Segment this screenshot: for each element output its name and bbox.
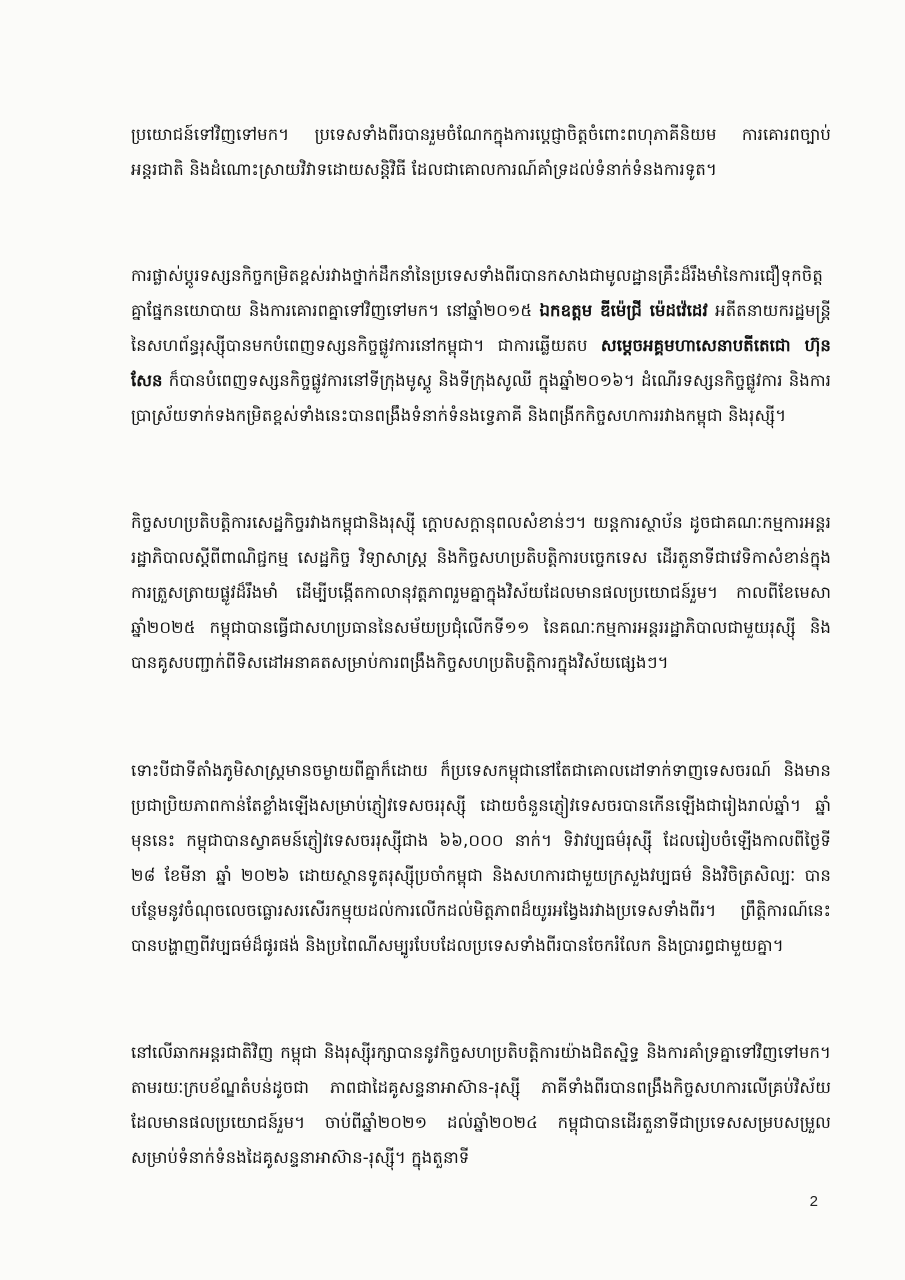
paragraph-2-bold-name-1: ឯកឧត្តម ឌីម៉េជ្រី ម៉េដវ៉េដេវ — [539, 301, 708, 320]
paragraph-5: នៅលើឆាកអន្តរជាតិវិញ កម្ពុជា និងរុស្ស៊ីរក្សាបាននូវកិច្ចសហប្រតិបត្តិការយ៉ាងជិតស្និទ្ធ និងការគាំទ្រគ្នាទៅវិញទៅមក។ តាមរយៈក្របខ័ណ្ឌតំបន់ដូចជា ភាពជាដៃគូសន្ទនាអាស៊ាន-រុស្ស៊ី ភាគីទាំងពីរបានពង្រឹងកិច្ចសហការលើគ្រប់វិស័យដែលមានផលប្រយោជន៍រួម។ ចាប់ពីឆ្នាំ២០២១ ដល់ឆ្នាំ២០២៤ កម្ពុជាបានដើរតួនាទីជាប្រទេសសម្របសម្រួល សម្រាប់ទំនាក់ទំនងដៃគូសន្ទនាអាស៊ាន-រុស្ស៊ី។ ក្នុងតួនាទី — [131, 1043, 831, 1167]
paragraph-2-bold-name-2: សម្តេចអគ្គមហាសេនាបតីតេជោ ហ៊ុន សែន — [131, 336, 831, 390]
paragraph-2-text-2: អតីតនាយករដ្ឋមន្ត្រីនៃសហព័ន្ធរុស្ស៊ីបានមកបំពេញទស្សនកិច្ចផ្លូវការនៅកម្ពុជា។ ជាការឆ្លើយតប — [131, 301, 832, 355]
paragraph-2-text-1: ការផ្លាស់ប្តូរទស្សនកិច្ចកម្រិតខ្ពស់រវាងថ្នាក់ដឹកនាំនៃប្រទេសទាំងពីរបានកសាងជាមូលដ្ឋានគ្រឹះដ៏រឹងមាំនៃការជឿទុកចិត្តគ្នាផ្នែកនយោបាយ និងការគោរពគ្នាទៅវិញទៅមក។ នៅឆ្នាំ២០១៥ — [131, 266, 823, 320]
paragraph-3: កិច្ចសហប្រតិបត្តិការសេដ្ឋកិច្ចរវាងកម្ពុជានិងរុស្ស៊ី ក្តោបសក្តានុពលសំខាន់ៗ។ យន្តការស្ថាប័ន ដូចជាគណៈកម្មការអន្តររដ្ឋាភិបាលស្តីពីពាណិជ្ជកម្ម សេដ្ឋកិច្ច វិទ្យាសាស្ត្រ និងកិច្ចសហប្រតិបត្តិការបច្ចេកទេស ដើរតួនាទីជាវេទិកាសំខាន់ក្នុងការត្រួសត្រាយផ្លូវដ៏រឹងមាំ ដើម្បីបង្កើតកាលានុវត្តភាពរួមគ្នាក្នុងវិស័យដែលមានផលប្រយោជន៍រួម។ កាលពីខែមេសា ឆ្នាំ២០២៥ កម្ពុជាបានធ្វើជាសហប្រធាននៃសម័យប្រជុំលើកទី១១ នៃគណៈកម្មការអន្តររដ្ឋាភិបាលជាមួយរុស្ស៊ី និងបានគូសបញ្ជាក់ពីទិសដៅអនាគតសម្រាប់ការពង្រឹងកិច្ចសហប្រតិបត្តិការក្នុងវិស័យផ្សេងៗ។ — [131, 513, 831, 672]
paragraph-2 — [131, 258, 831, 433]
paragraph-1: ប្រយោជន៍ទៅវិញទៅមក។ ប្រទេសទាំងពីរបានរួមចំណែកក្នុងការប្តេជ្ញាចិត្តចំពោះពហុភាគីនិយម ការគោរពច្បាប់អន្តរជាតិ និងដំណោះស្រាយវិវាទដោយសន្តិវិធី ដែលជាគោលការណ៍គាំទ្រដល់ទំនាក់ទំនងការទូត។ — [131, 125, 831, 179]
page-number: 2 — [809, 1193, 818, 1210]
paragraph-2-text-3: ក៏បានបំពេញទស្សនកិច្ចផ្លូវការនៅទីក្រុងមូស្គូ និងទីក្រុងសូឈី ក្នុងឆ្នាំ២០១៦។ ដំណើរទស្សនកិច្ចផ្លូវការ និងការប្រាស្រ័យទាក់ទងកម្រិតខ្ពស់ទាំងនេះបានពង្រឹងទំនាក់ទំនងទ្វេភាគី និងពង្រីកកិច្ចសហការរវាងកម្ពុជា និងរុស្ស៊ី។ — [131, 371, 831, 425]
paragraph-4: ទោះបីជាទីតាំងភូមិសាស្ត្រមានចម្ងាយពីគ្នាក៏ដោយ ក៏ប្រទេសកម្ពុជានៅតែជាគោលដៅទាក់ទាញទេសចរណ៍ និងមានប្រជាប្រិយភាពកាន់តែខ្លាំងឡើងសម្រាប់ភ្ញៀវទេសចររុស្ស៊ី ដោយចំនួនភ្ញៀវទេសចរបានកើនឡើងជារៀងរាល់ឆ្នាំ។ ឆ្នាំមុននេះ កម្ពុជាបានស្វាគមន៍ភ្ញៀវទេសចររុស្ស៊ីជាង ៦៦,០០០ នាក់។ ទិវាវប្បធម៌រុស្ស៊ី ដែលរៀបចំឡើងកាលពីថ្ងៃទី ២៨ ខែមីនា ឆ្នាំ ២០២៦ ដោយស្ថានទូតរុស្ស៊ីប្រចាំកម្ពុជា និងសហការជាមួយក្រសួងវប្បធម៌ និងវិចិត្រសិល្បៈ បានបន្ថែមនូវចំណុចលេចធ្លោរសរសើរកម្មុយដល់ការលើកដល់មិត្តភាពដ៏យូរអង្វែងរវាងប្រទេសទាំងពីរ។ ព្រឹត្តិការណ៍នេះបានបង្ហាញពីវប្បធម៌ដ៏ផូរផង់ និងប្រពៃណីសម្បូរបែបដែលប្រទេសទាំងពីរបានចែករំលែក និងប្រារព្ធជាមួយគ្នា។ — [131, 761, 831, 955]
